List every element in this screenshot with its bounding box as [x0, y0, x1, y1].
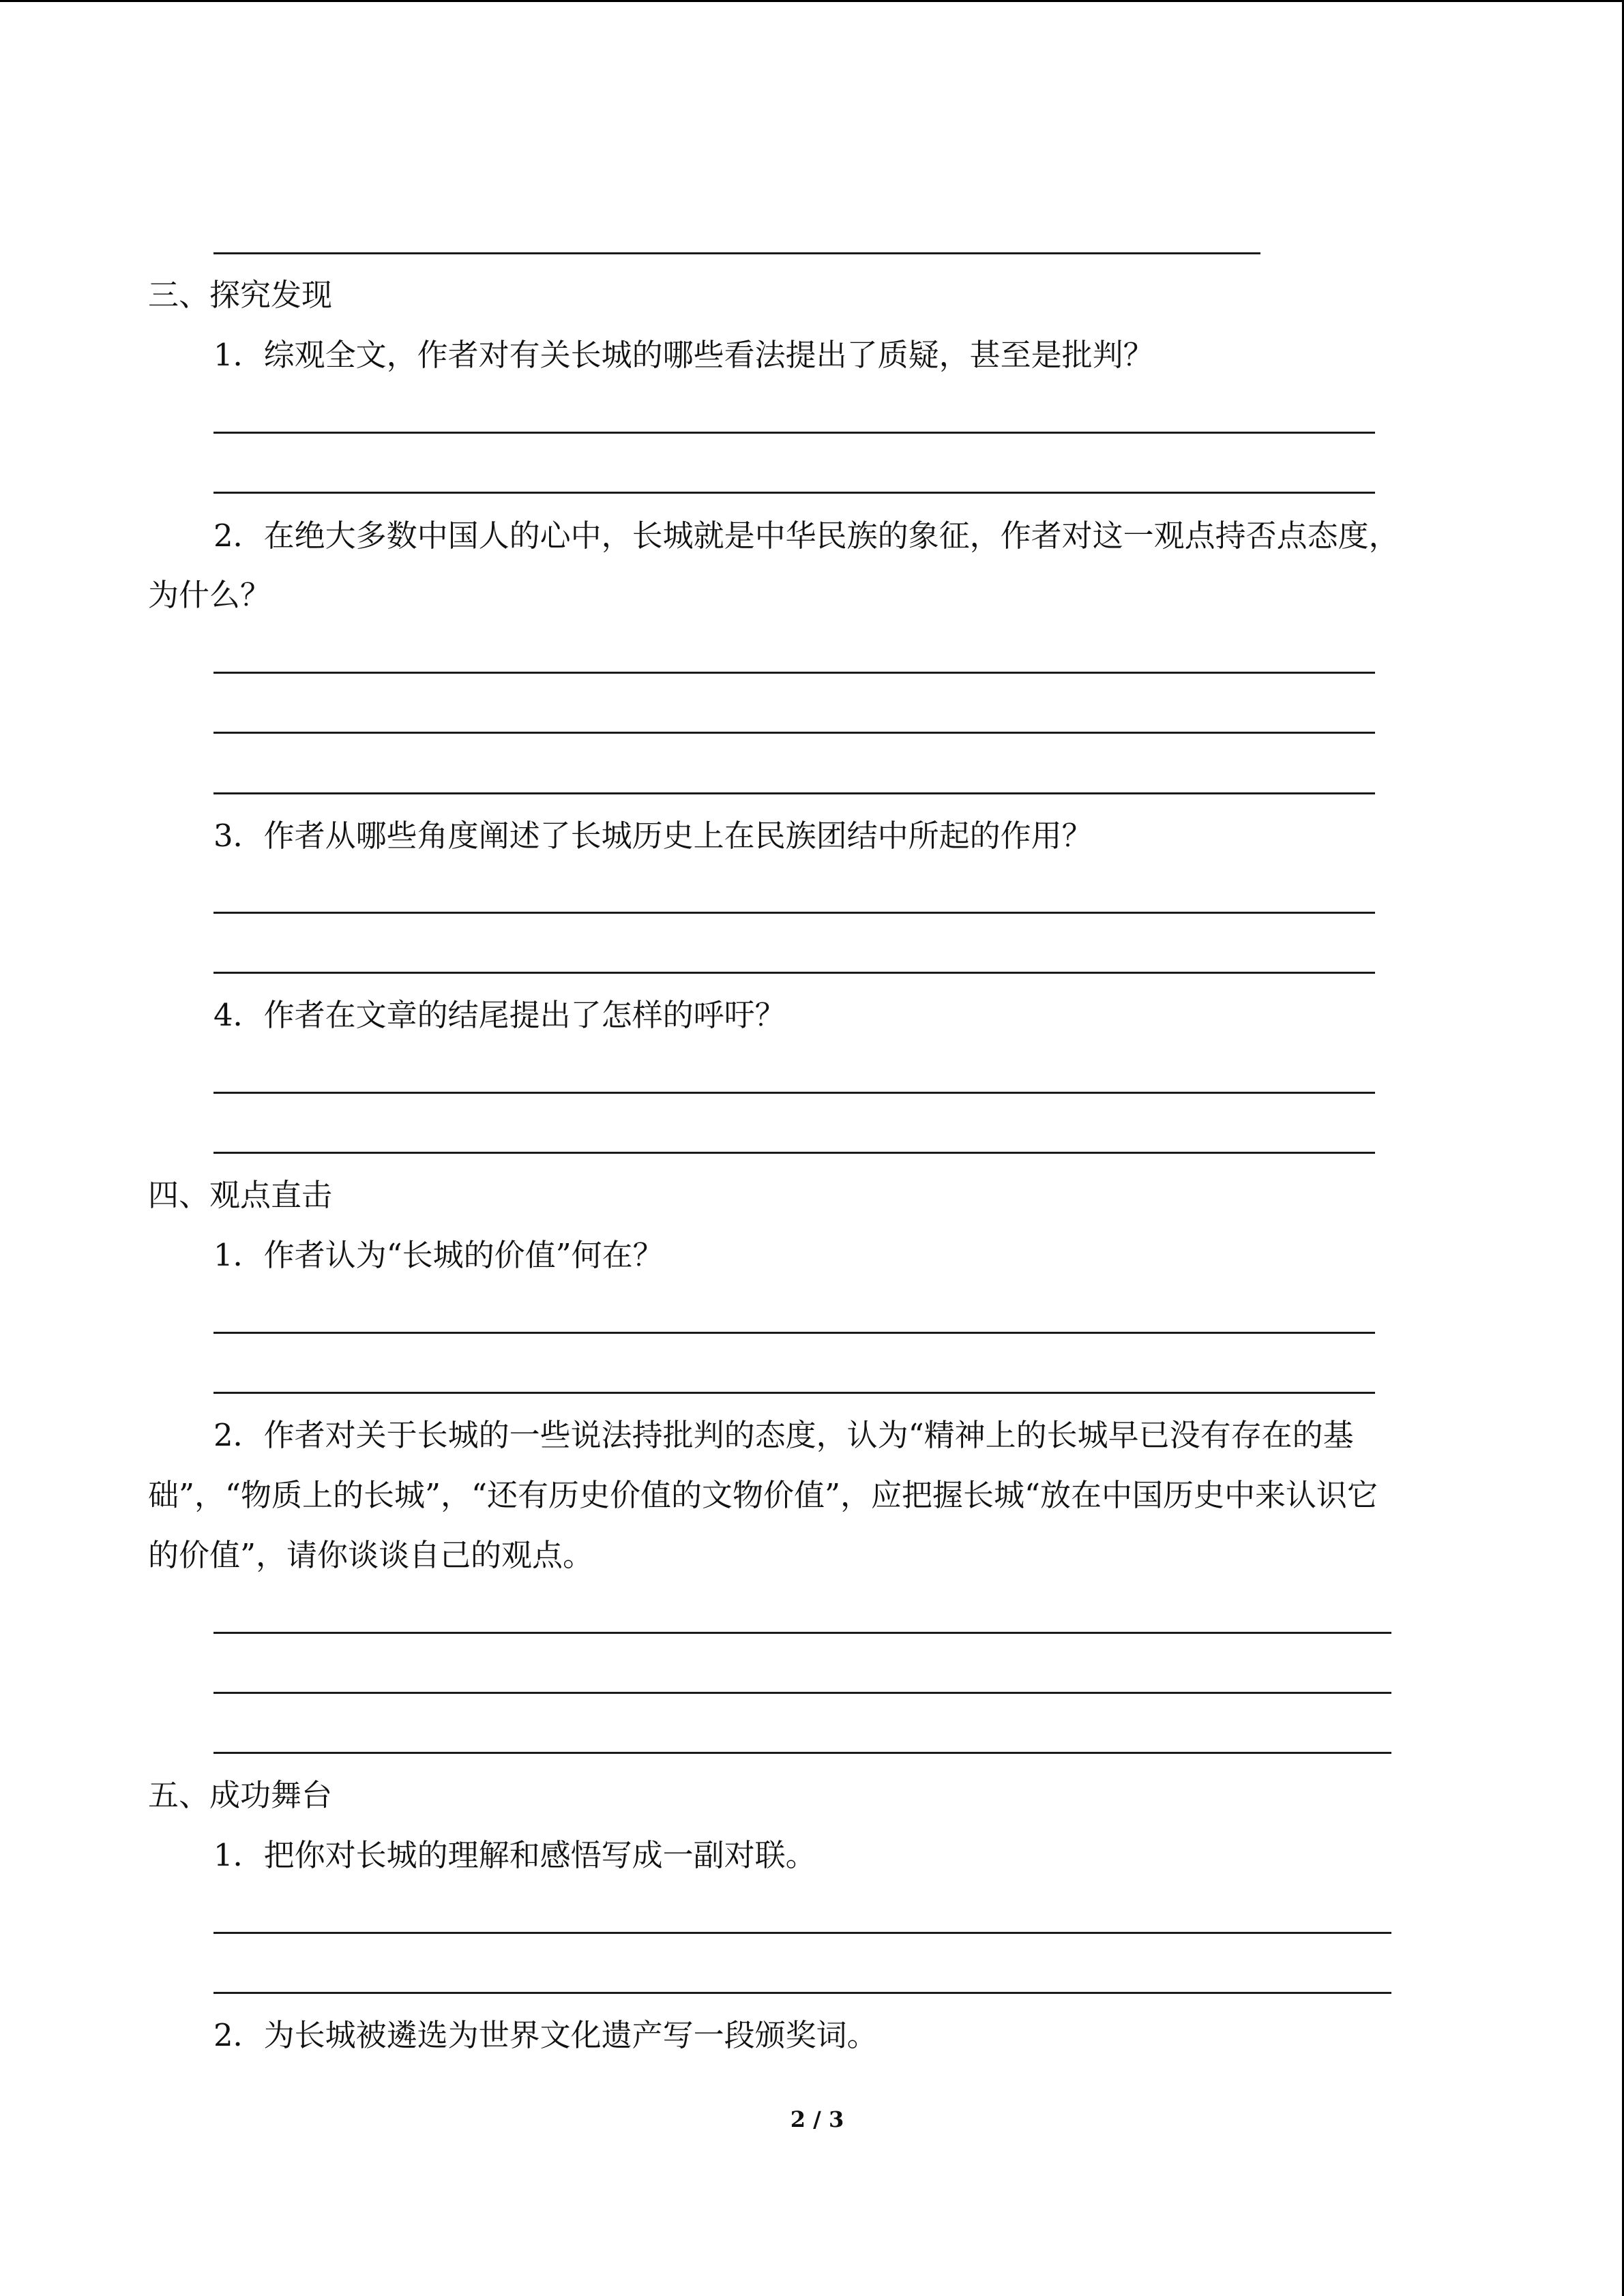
answer-line	[213, 1632, 1391, 1634]
question-3-3: 3．作者从哪些角度阐述了长城历史上在民族团结中所起的作用？	[213, 818, 1093, 854]
answer-line	[213, 972, 1375, 974]
answer-line	[213, 1692, 1391, 1694]
answer-line	[213, 1152, 1375, 1154]
answer-line	[213, 1092, 1375, 1094]
answer-line	[213, 1992, 1391, 1994]
question-4-2-line-1: 2．作者对关于长城的一些说法持批判的态度，认为“精神上的长城早已没有存在的基	[213, 1417, 1354, 1453]
question-4-2-line-2: 础”，“物质上的长城”，“还有历史价值的文物价值”，应把握长城“放在中国历史中来认识它	[148, 1477, 1378, 1513]
answer-line	[213, 1932, 1391, 1934]
section-heading-4: 四、观点直击	[148, 1177, 333, 1213]
answer-line	[213, 792, 1375, 794]
question-3-4: 4．作者在文章的结尾提出了怎样的呼吁？	[213, 997, 786, 1033]
answer-line	[213, 1332, 1375, 1334]
section-heading-3: 三、探究发现	[148, 277, 333, 313]
question-3-2-line-1: 2．在绝大多数中国人的心中，长城就是中华民族的象征，作者对这一观点持否点态度，	[213, 518, 1400, 554]
question-4-2-line-3: 的价值”，请你谈谈自己的观点。	[148, 1537, 594, 1573]
answer-line	[213, 912, 1375, 914]
answer-line	[213, 1752, 1391, 1754]
question-5-2: 2．为长城被遴选为世界文化遗产写一段颁奖词。	[213, 2017, 878, 2053]
page-number: 2 / 3	[790, 2106, 844, 2132]
section-heading-5: 五、成功舞台	[148, 1777, 333, 1813]
question-3-1: 1．综观全文，作者对有关长城的哪些看法提出了质疑，甚至是批判？	[213, 337, 1154, 373]
question-5-1: 1．把你对长城的理解和感悟写成一副对联。	[213, 1837, 816, 1873]
page-border-top	[0, 0, 1624, 2]
answer-line	[213, 1392, 1375, 1394]
question-4-1: 1．作者认为“长城的价值”何在？	[213, 1237, 664, 1273]
answer-line	[213, 732, 1375, 734]
answer-line	[213, 432, 1375, 434]
answer-line	[213, 492, 1375, 494]
answer-line	[213, 252, 1260, 254]
question-3-2-line-2: 为什么？	[148, 577, 271, 613]
answer-line	[213, 672, 1375, 674]
